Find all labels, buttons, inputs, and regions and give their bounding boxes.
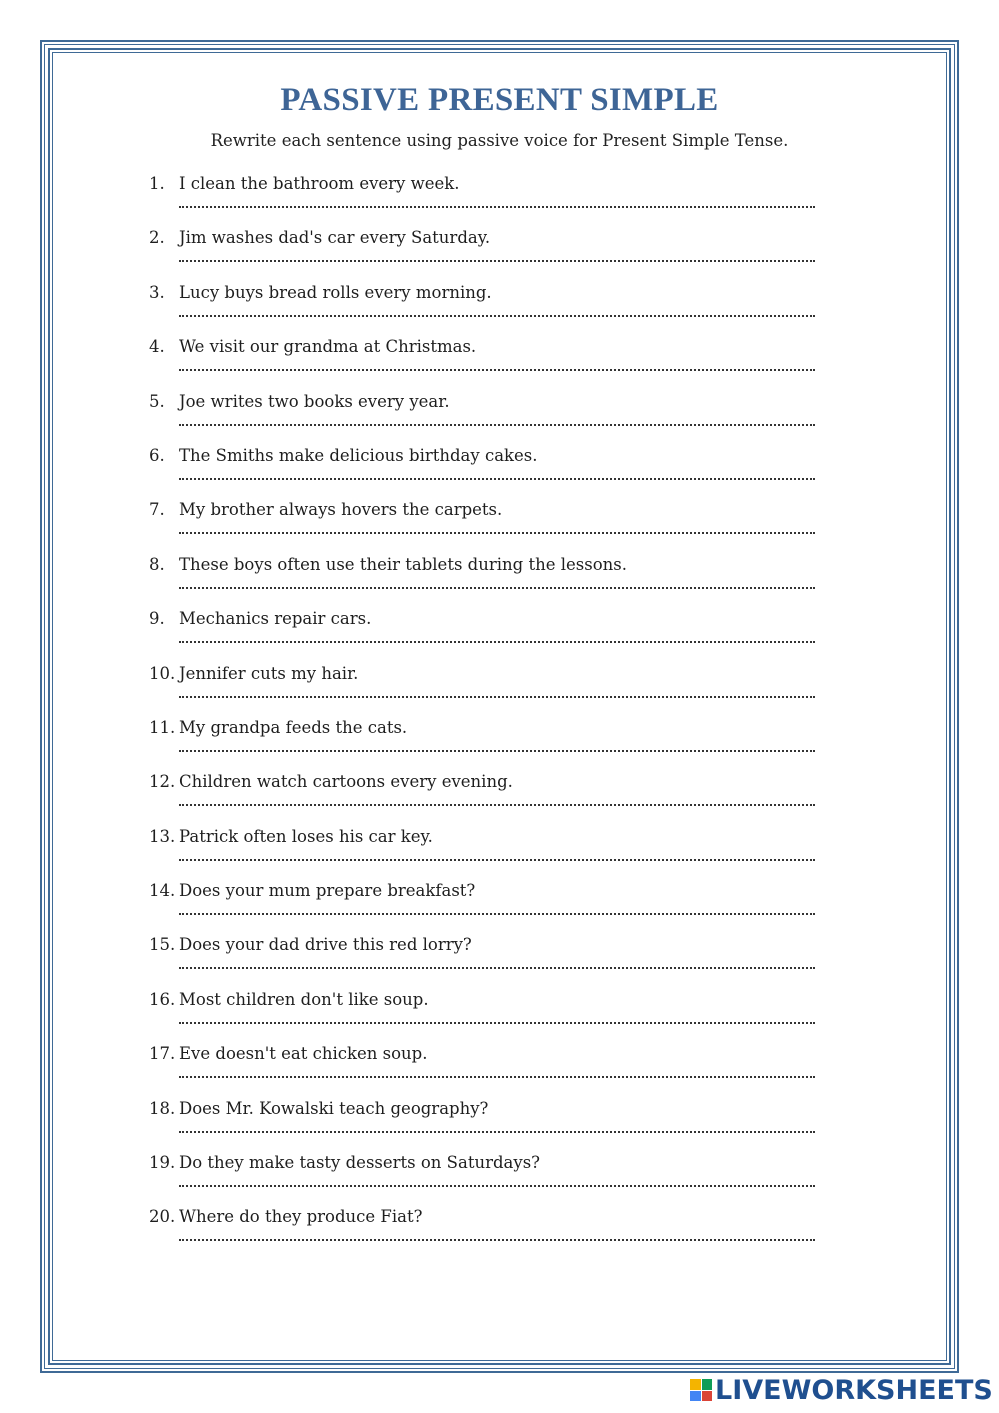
answer-line[interactable] (179, 961, 815, 969)
question-number: 12. (149, 772, 176, 792)
question-text-row (149, 933, 472, 957)
question-sentence: Jennifer cuts my hair. (179, 663, 359, 683)
question-sentence: I clean the bathroom every week. (179, 174, 460, 193)
question-text-row (149, 988, 429, 1012)
question-text-row (149, 825, 433, 849)
question-number: 19. (149, 1153, 176, 1173)
question-sentence: Jim washes dad's car every Saturday. (179, 228, 491, 248)
question-text-row (149, 716, 407, 740)
liveworksheets-logo-icon (690, 1379, 712, 1401)
question-text-row (149, 1205, 422, 1229)
question-sentence: My brother always hovers the carpets. (179, 500, 503, 520)
question-number: 2. (149, 228, 165, 248)
question-number: 17. (149, 1044, 176, 1064)
question-item (149, 825, 849, 879)
answer-line[interactable] (179, 798, 815, 806)
question-sentence: The Smiths make delicious birthday cakes. (179, 445, 538, 465)
question-number: 15. (149, 935, 176, 955)
question-item (149, 1097, 849, 1151)
worksheet-instructions: Rewrite each sentence using passive voice for Present Simple Tense. (210, 131, 789, 150)
answer-line[interactable] (179, 581, 815, 589)
question-item (149, 770, 849, 824)
question-text-row (149, 607, 371, 631)
answer-line[interactable] (179, 200, 815, 208)
question-text-row (149, 498, 502, 522)
question-number: 9. (149, 609, 165, 629)
answer-line[interactable] (179, 526, 815, 534)
question-item (149, 226, 849, 280)
question-item (149, 879, 849, 933)
answer-line[interactable] (179, 363, 815, 371)
question-text-row (149, 172, 460, 196)
question-item (149, 553, 849, 607)
question-item (149, 1151, 849, 1205)
question-sentence: These boys often use their tablets during the lessons. (179, 554, 627, 574)
question-list (149, 172, 849, 1260)
question-sentence: Joe writes two books every year. (179, 391, 450, 411)
answer-line[interactable] (179, 690, 815, 698)
answer-line[interactable] (179, 853, 815, 861)
question-number: 7. (149, 500, 165, 520)
answer-line[interactable] (179, 1179, 815, 1187)
answer-line[interactable] (179, 635, 815, 643)
question-item (149, 390, 849, 444)
question-item (149, 662, 849, 716)
question-item (149, 498, 849, 552)
question-text-row (149, 444, 538, 468)
question-item (149, 444, 849, 498)
question-number: 20. (149, 1207, 176, 1227)
answer-line[interactable] (179, 1233, 815, 1241)
question-number: 10. (149, 663, 176, 683)
question-number: 18. (149, 1098, 176, 1118)
question-text-row (149, 553, 627, 577)
question-sentence: My grandpa feeds the cats. (179, 717, 408, 737)
question-number: 8. (149, 554, 165, 574)
question-text-row (149, 662, 358, 686)
answer-line[interactable] (179, 418, 815, 426)
question-sentence: Most children don't like soup. (179, 989, 429, 1009)
question-number: 13. (149, 826, 176, 846)
question-sentence: Does your mum prepare breakfast? (179, 881, 476, 901)
question-sentence: Eve doesn't eat chicken soup. (179, 1044, 428, 1064)
answer-line[interactable] (179, 1070, 815, 1078)
answer-line[interactable] (179, 472, 815, 480)
answer-line[interactable] (179, 309, 815, 317)
question-item (149, 281, 849, 335)
question-text-row (149, 879, 475, 903)
worksheet-title: PASSIVE PRESENT SIMPLE (280, 82, 719, 118)
question-item (149, 1205, 849, 1259)
question-sentence: We visit our grandma at Christmas. (179, 337, 477, 357)
answer-line[interactable] (179, 1125, 815, 1133)
answer-line[interactable] (179, 254, 815, 262)
question-item (149, 335, 849, 389)
question-text-row (149, 390, 450, 414)
question-sentence: Does your dad drive this red lorry? (179, 935, 472, 955)
answer-line[interactable] (179, 1016, 815, 1024)
question-text-row (149, 1097, 488, 1121)
question-text-row (149, 335, 476, 359)
question-item (149, 933, 849, 987)
question-number: 6. (149, 445, 165, 465)
question-text-row (149, 1042, 427, 1066)
question-sentence: Do they make tasty desserts on Saturdays? (179, 1153, 541, 1173)
question-number: 5. (149, 391, 165, 411)
question-item (149, 988, 849, 1042)
question-text-row (149, 281, 492, 305)
answer-line[interactable] (179, 744, 815, 752)
answer-line[interactable] (179, 907, 815, 915)
question-number: 1. (149, 174, 165, 193)
brand-logo (690, 1374, 993, 1406)
question-item (149, 1042, 849, 1096)
question-number: 4. (149, 337, 165, 357)
brand-name: LIVEWORKSHEETS (715, 1374, 993, 1406)
question-item (149, 172, 849, 226)
question-sentence: Children watch cartoons every evening. (179, 772, 513, 792)
question-item (149, 607, 849, 661)
question-sentence: Mechanics repair cars. (179, 609, 372, 629)
question-sentence: Does Mr. Kowalski teach geography? (179, 1098, 489, 1118)
question-text-row (149, 770, 513, 794)
question-item (149, 716, 849, 770)
question-sentence: Lucy buys bread rolls every morning. (179, 282, 492, 302)
question-number: 3. (149, 282, 165, 302)
question-sentence: Where do they produce Fiat? (179, 1207, 423, 1227)
question-text-row (149, 226, 490, 250)
question-number: 11. (149, 717, 176, 737)
question-text-row (149, 1151, 540, 1175)
question-sentence: Patrick often loses his car key. (179, 826, 433, 846)
question-number: 14. (149, 881, 176, 901)
question-number: 16. (149, 989, 176, 1009)
